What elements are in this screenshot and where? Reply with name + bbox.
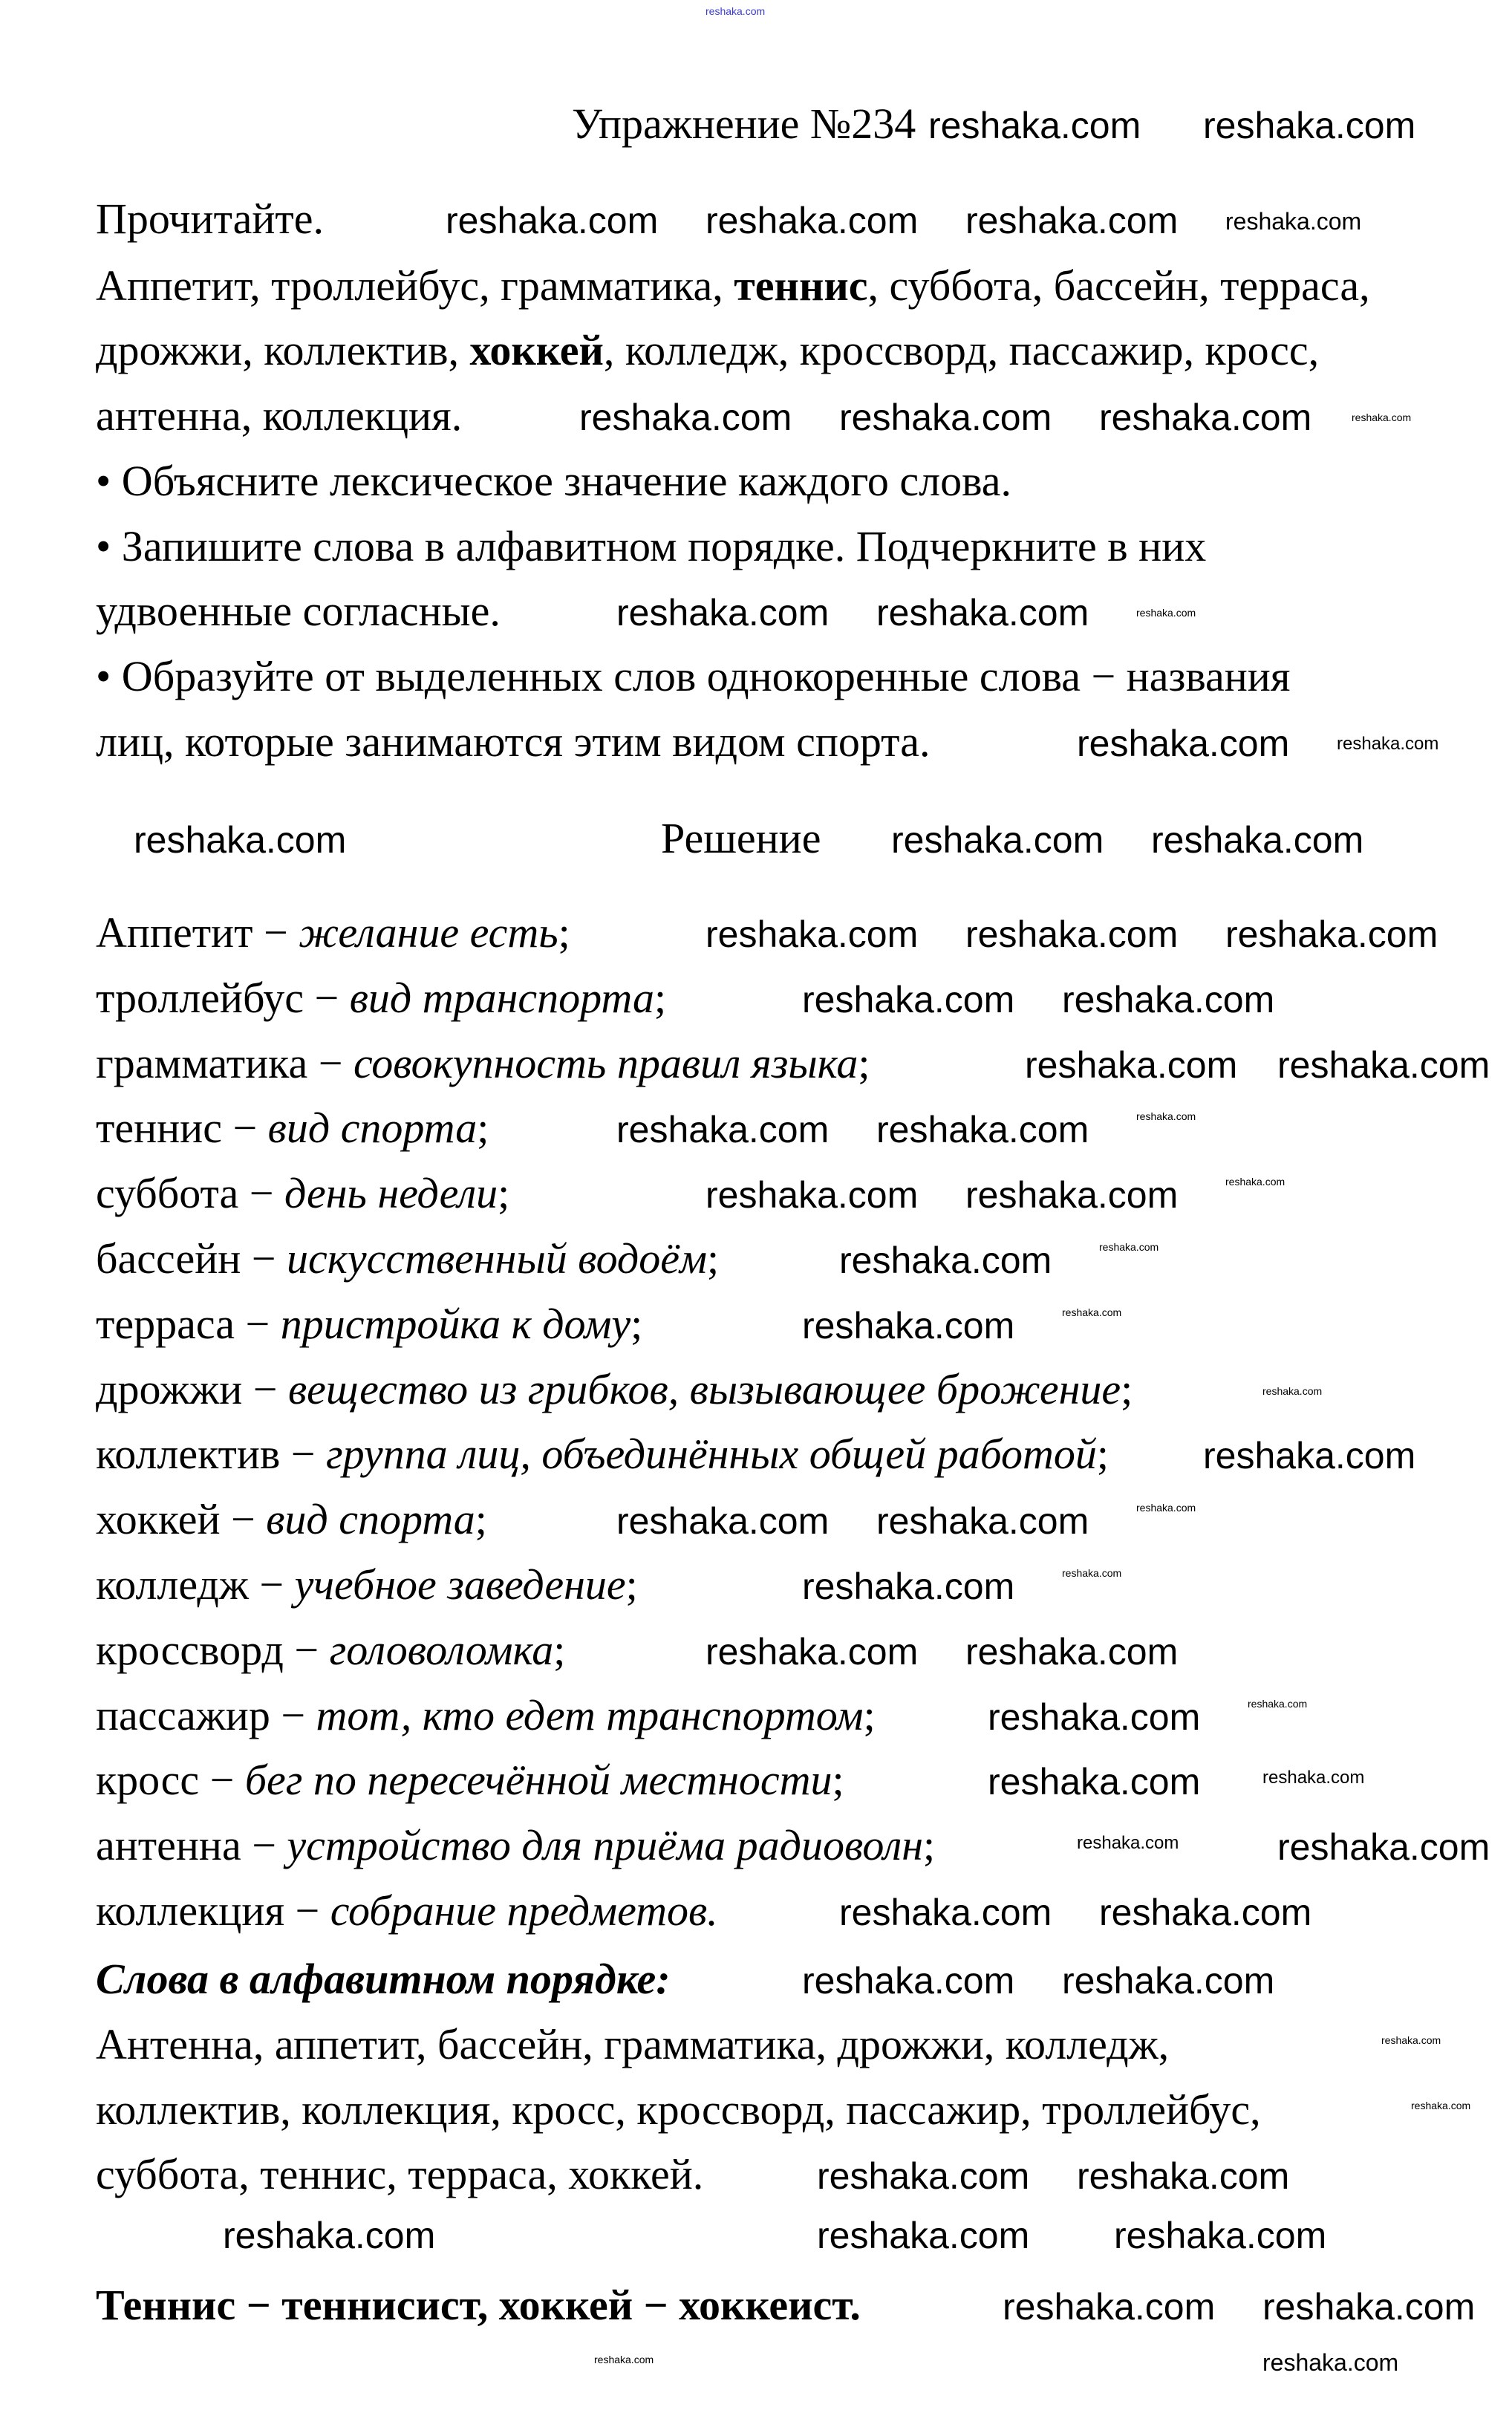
task-bullet: удвоенные согласные. bbox=[96, 587, 501, 635]
watermark: reshaka.com bbox=[1077, 723, 1290, 764]
definition-line bbox=[96, 1754, 844, 1806]
watermark: reshaka.com bbox=[839, 1240, 1052, 1281]
watermark: reshaka.com bbox=[1225, 1176, 1285, 1188]
exercise-title: Упражнение №234 bbox=[572, 100, 916, 148]
watermark: reshaka.com bbox=[1077, 1833, 1179, 1853]
watermark: reshaka.com bbox=[223, 2215, 436, 2256]
definition-line bbox=[96, 1298, 642, 1350]
watermark: reshaka.com bbox=[706, 1631, 919, 1673]
punctuation: ; bbox=[625, 1560, 638, 1609]
definition-line bbox=[96, 1885, 718, 1937]
watermark: reshaka.com bbox=[1099, 397, 1312, 438]
alphabet-line: Антенна, аппетит, бассейн, грамматика, дрожжи, колледж, bbox=[96, 2020, 1170, 2068]
definition-meaning: вид спорта bbox=[266, 1495, 475, 1544]
watermark: reshaka.com bbox=[839, 1892, 1052, 1933]
watermark: reshaka.com bbox=[1277, 1044, 1490, 1086]
task-bullet: • Запишите слова в алфавитном порядке. Подчеркните в них bbox=[96, 522, 1207, 570]
punctuation: ; bbox=[558, 908, 570, 957]
task-words-line bbox=[96, 325, 1319, 377]
definition-meaning: день недели bbox=[284, 1169, 498, 1218]
text: Аппетит, троллейбус, грамматика, bbox=[96, 261, 734, 310]
punctuation: ; bbox=[923, 1821, 936, 1870]
definition-line bbox=[96, 1102, 489, 1154]
watermark: reshaka.com bbox=[594, 2354, 654, 2365]
definition-word: теннис − bbox=[96, 1104, 268, 1153]
watermark: reshaka.com bbox=[1114, 2215, 1327, 2256]
watermark: reshaka.com bbox=[928, 105, 1141, 146]
watermark: reshaka.com bbox=[1203, 1435, 1416, 1476]
watermark: reshaka.com bbox=[1411, 2100, 1471, 2111]
task-bullet: • Объясните лексическое значение каждого слова. bbox=[96, 457, 1011, 505]
definition-line bbox=[96, 1428, 1109, 1480]
watermark: reshaka.com bbox=[965, 1174, 1179, 1216]
definition-meaning: искусственный водоём bbox=[286, 1234, 707, 1283]
task-intro: Прочитайте. bbox=[96, 195, 325, 243]
punctuation: ; bbox=[1096, 1430, 1109, 1479]
watermark: reshaka.com bbox=[706, 1174, 919, 1216]
definition-word: грамматика − bbox=[96, 1038, 353, 1087]
watermark: reshaka.com bbox=[1136, 1110, 1196, 1122]
punctuation: ; bbox=[654, 973, 667, 1022]
watermark: reshaka.com bbox=[1077, 2155, 1290, 2197]
watermark: reshaka.com bbox=[1225, 914, 1438, 955]
definition-meaning: бег по пересечённой местности bbox=[244, 1756, 832, 1805]
definition-meaning: головоломка bbox=[329, 1625, 554, 1674]
definition-line bbox=[96, 1559, 638, 1611]
watermark: reshaka.com bbox=[1025, 1044, 1238, 1086]
definition-line bbox=[96, 907, 570, 959]
punctuation: ; bbox=[553, 1625, 566, 1674]
watermark: reshaka.com bbox=[876, 1500, 1089, 1542]
definition-line bbox=[96, 1690, 876, 1742]
punctuation: ; bbox=[630, 1299, 643, 1348]
watermark: reshaka.com bbox=[817, 2215, 1030, 2256]
definition-line bbox=[96, 1168, 509, 1219]
watermark: reshaka.com bbox=[1203, 105, 1416, 146]
definition-word: терраса − bbox=[96, 1299, 281, 1348]
definition-word: пассажир − bbox=[96, 1690, 316, 1739]
watermark: reshaka.com bbox=[706, 200, 919, 241]
watermark: reshaka.com bbox=[876, 592, 1089, 634]
definition-meaning: желание есть bbox=[299, 908, 558, 957]
definition-line bbox=[96, 1038, 870, 1090]
alphabet-line: коллектив, коллекция, кросс, кроссворд, пассажир, троллейбус, bbox=[96, 2085, 1261, 2134]
punctuation: ; bbox=[1121, 1364, 1133, 1413]
alphabet-line: суббота, теннис, терраса, хоккей. bbox=[96, 2150, 704, 2198]
watermark: reshaka.com bbox=[134, 819, 347, 861]
watermark: reshaka.com bbox=[1136, 607, 1196, 619]
definition-line bbox=[96, 972, 666, 1024]
watermark: reshaka.com bbox=[802, 1960, 1015, 2002]
definition-meaning: учебное заведение bbox=[294, 1560, 626, 1609]
watermark: reshaka.com bbox=[1062, 1960, 1275, 2002]
text: , суббота, бассейн, терраса, bbox=[867, 261, 1370, 310]
solution-heading: Решение bbox=[661, 814, 821, 862]
task-words-line bbox=[96, 260, 1370, 312]
watermark: reshaka.com bbox=[817, 2155, 1030, 2197]
punctuation: ; bbox=[475, 1495, 487, 1544]
watermark: reshaka.com bbox=[891, 819, 1104, 861]
punctuation: ; bbox=[863, 1690, 876, 1739]
definition-word: кроссворд − bbox=[96, 1625, 330, 1674]
definition-meaning: вид спорта bbox=[267, 1104, 478, 1153]
watermark: reshaka.com bbox=[965, 200, 1179, 241]
watermark: reshaka.com bbox=[839, 397, 1052, 438]
definition-meaning: группа лиц, объединённых общей работой bbox=[326, 1430, 1097, 1479]
definition-word: троллейбус − bbox=[96, 973, 350, 1022]
watermark: reshaka.com bbox=[616, 1500, 830, 1542]
watermark: reshaka.com bbox=[1062, 1567, 1122, 1579]
task-bullet: лиц, которые занимаются этим видом спорта. bbox=[96, 717, 931, 766]
watermark: reshaka.com bbox=[616, 592, 830, 634]
watermark: reshaka.com bbox=[1248, 1698, 1308, 1710]
task-words-line: антенна, коллекция. bbox=[96, 391, 463, 440]
watermark: reshaka.com bbox=[988, 1761, 1201, 1803]
definition-word: коллекция − bbox=[96, 1886, 330, 1935]
definition-line bbox=[96, 1820, 935, 1872]
definition-line bbox=[96, 1364, 1133, 1416]
watermark: reshaka.com bbox=[1099, 1892, 1312, 1933]
watermark: reshaka.com bbox=[446, 200, 659, 241]
final-answer: Теннис − теннисист, хоккей − хоккеист. bbox=[96, 2281, 861, 2329]
definition-line bbox=[96, 1494, 487, 1546]
punctuation: ; bbox=[498, 1169, 510, 1218]
punctuation: ; bbox=[832, 1756, 844, 1805]
watermark: reshaka.com bbox=[1337, 734, 1439, 754]
definition-word: дрожжи − bbox=[96, 1364, 288, 1413]
watermark: reshaka.com bbox=[988, 1696, 1201, 1738]
watermark: reshaka.com bbox=[1262, 2286, 1476, 2328]
definition-meaning: тот, кто едет транспортом bbox=[316, 1690, 864, 1739]
watermark: reshaka.com bbox=[1136, 1502, 1196, 1514]
bold-word: теннис bbox=[734, 261, 868, 310]
definition-word: антенна − bbox=[96, 1821, 287, 1870]
watermark: reshaka.com bbox=[706, 914, 919, 955]
watermark: reshaka.com bbox=[1225, 208, 1362, 235]
watermark: reshaka.com bbox=[1003, 2286, 1216, 2328]
watermark: reshaka.com bbox=[1262, 1768, 1365, 1788]
definition-word: колледж − bbox=[96, 1560, 295, 1609]
watermark: reshaka.com bbox=[1262, 2349, 1399, 2376]
definition-meaning: пристройка к дому bbox=[280, 1299, 631, 1348]
watermark: reshaka.com bbox=[706, 5, 766, 17]
watermark: reshaka.com bbox=[1381, 2034, 1441, 2046]
watermark: reshaka.com bbox=[965, 1631, 1179, 1673]
punctuation: ; bbox=[477, 1104, 489, 1153]
watermark: reshaka.com bbox=[802, 1305, 1015, 1346]
watermark: reshaka.com bbox=[1062, 1306, 1122, 1318]
text: дрожжи, коллектив, bbox=[96, 326, 470, 374]
punctuation: ; bbox=[858, 1038, 870, 1087]
definition-word: суббота − bbox=[96, 1169, 284, 1218]
watermark: reshaka.com bbox=[1151, 819, 1364, 861]
watermark: reshaka.com bbox=[1099, 1241, 1159, 1253]
alphabet-heading: Слова в алфавитном порядке: bbox=[96, 1955, 671, 2003]
definition-line bbox=[96, 1233, 719, 1285]
definition-meaning: вещество из грибков, вызывающее брожение bbox=[287, 1364, 1121, 1413]
watermark: reshaka.com bbox=[965, 914, 1179, 955]
watermark: reshaka.com bbox=[1262, 1385, 1323, 1397]
definition-word: бассейн − bbox=[96, 1234, 287, 1283]
definition-line bbox=[96, 1624, 565, 1676]
watermark: reshaka.com bbox=[802, 979, 1015, 1020]
definition-word: Аппетит − bbox=[96, 908, 299, 957]
bold-word: хоккей bbox=[469, 326, 604, 374]
punctuation: ; bbox=[706, 1234, 720, 1283]
watermark: reshaka.com bbox=[1062, 979, 1275, 1020]
definition-meaning: устройство для приёма радиоволн bbox=[287, 1821, 924, 1870]
definition-word: кросс − bbox=[96, 1756, 245, 1805]
definition-meaning: собрание предметов. bbox=[330, 1886, 718, 1935]
watermark: reshaka.com bbox=[802, 1566, 1015, 1607]
watermark: reshaka.com bbox=[1352, 411, 1412, 423]
definition-word: хоккей − bbox=[96, 1495, 267, 1544]
text: , колледж, кроссворд, пассажир, кросс, bbox=[603, 326, 1320, 374]
watermark: reshaka.com bbox=[579, 397, 792, 438]
definition-word: коллектив − bbox=[96, 1430, 326, 1479]
definition-meaning: совокупность правил языка bbox=[353, 1038, 858, 1087]
watermark: reshaka.com bbox=[616, 1109, 830, 1150]
definition-meaning: вид транспорта bbox=[349, 973, 654, 1022]
watermark: reshaka.com bbox=[1277, 1826, 1490, 1868]
watermark: reshaka.com bbox=[876, 1109, 1089, 1150]
task-bullet: • Образуйте от выделенных слов однокоренные слова − названия bbox=[96, 652, 1291, 700]
